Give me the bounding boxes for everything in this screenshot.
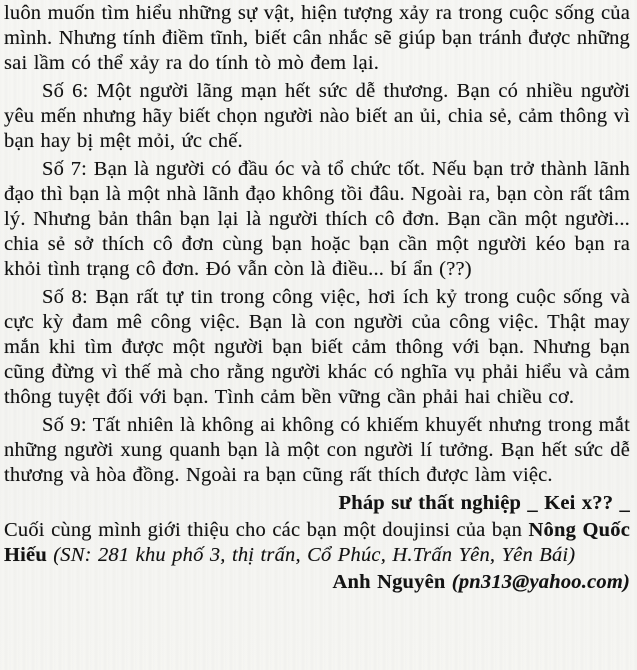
closing-intro-text: Cuối cùng mình giới thiệu cho các bạn một doujinsi của bạn xyxy=(4,519,529,541)
paragraph-continuation: luôn muốn tìm hiểu những sự vật, hiện tượng xảy ra trong cuộc sống của mình. Nhưng tính điềm tĩnh, biết cân nhắc sẽ giúp bạn tránh được những sai lầm có thể xảy ra do tính tò mò đem lại. xyxy=(4,2,630,74)
paragraph-so-6: Số 6: Một người lãng mạn hết sức dễ thương. Bạn có nhiều người yêu mến nhưng hãy biết chọn người nào biết an ủi, chia sẻ, cảm thông vì bạn hay bị mệt mỏi, ức chế. xyxy=(4,80,630,152)
closing-paragraph xyxy=(4,518,630,568)
signature-email: (pn313@yahoo.com) xyxy=(445,571,630,593)
paragraph-so-8: Số 8: Bạn rất tự tin trong công việc, hơi ích kỷ trong cuộc sống và cực kỳ đam mê công việc. Bạn là con người của công việc. Thật may mắn khi tìm được một người bạn biết cảm thông với bạn. Nhưng bạn cũng đừng vì thế mà cho rằng người khác có nghĩa vụ phải hiểu và cảm thông tuyệt đối với bạn. Tình cảm bền vững cần phải hai chiều cơ. xyxy=(4,286,630,408)
paragraph-so-7: Số 7: Bạn là người có đầu óc và tổ chức tốt. Nếu bạn trở thành lãnh đạo thì bạn là một nhà lãnh đạo không tồi đâu. Ngoài ra, bạn còn rất tâm lý. Nhưng bản thân bạn lại là người thích cô đơn. Bạn cần một người... chia sẻ sở thích cô đơn cùng bạn hoặc bạn cần một người kéo bạn ra khỏi tình trạng cô đơn. Đó vẫn còn là điều... bí ẩn (??) xyxy=(4,158,630,280)
signature-name: Anh Nguyên xyxy=(332,571,446,593)
signature-anh-nguyen xyxy=(4,570,630,595)
author-address: (SN: 281 khu phố 3, thị trấn, Cổ Phúc, H.Trấn Yên, Yên Bái) xyxy=(46,544,576,566)
paragraph-so-9: Số 9: Tất nhiên là không ai không có khiếm khuyết nhưng trong mắt những người xung quanh bạn là một con người lí tưởng. Bạn hết sức dễ thương và hòa đồng. Ngoài ra bạn cũng rất thích được làm việc. xyxy=(4,414,630,486)
author-name: Nông Quốc Hiếu xyxy=(4,519,630,566)
signature-kei: Pháp sư thất nghiệp _ Kei x?? _ xyxy=(338,492,630,514)
